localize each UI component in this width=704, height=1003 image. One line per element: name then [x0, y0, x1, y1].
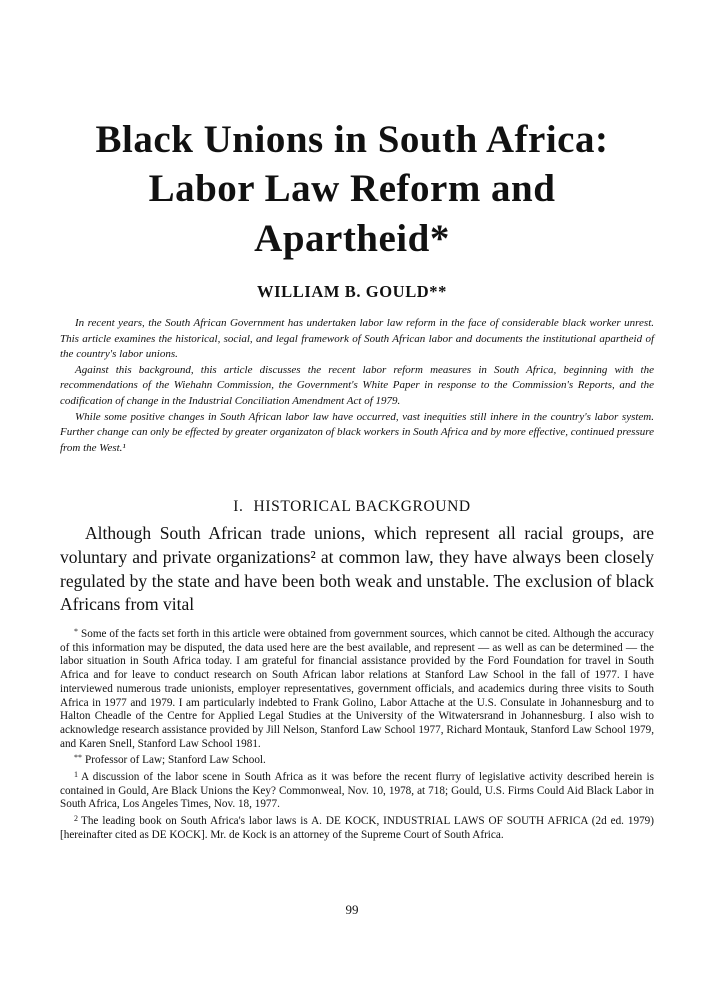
footnote-text: The leading book on South Africa's labor laws is A. DE KOCK, INDUSTRIAL LAWS OF SOUTH AFRICA (2d ed. 1979) [hereinafter cited as DE KOCK]. Mr. de Kock is an attorney of the Supreme Court of South Africa. [60, 815, 654, 841]
footnote [60, 768, 654, 812]
article-title-line-1: Black Unions in South Africa: [95, 118, 609, 161]
abstract [60, 316, 654, 456]
footnote-text: Professor of Law; Stanford Law School. [85, 754, 266, 767]
section-number: I. [233, 498, 244, 515]
abstract-paragraph: In recent years, the South African Government has undertaken labor law reform in the face of considerable black worker unrest. This article examines the historical, social, and legal framework of South African labor and documents the institutional apartheid of the country's labor unions. [60, 317, 654, 361]
footnote-mark: ** [74, 753, 82, 763]
body-paragraph: Although South African trade unions, which represent all racial groups, are voluntary and private organizations² at common law, they have always been closely regulated by the state and have been both weak and unstable. The exclusion of black Africans from vital [60, 523, 654, 615]
author-name: WILLIAM B. GOULD** [256, 282, 448, 301]
article-title-line-3: Apartheid* [254, 217, 450, 260]
footnote [60, 625, 654, 751]
footnote-text: Some of the facts set forth in this article were obtained from government sources, which cannot be cited. Although the accuracy of this information may be disputed, the data used here are the best available, and represent — as well as can be determined — the labor situation in South Africa today. I am grateful for financial assistance provided by the Ford Foundation for travel in South Africa and for leave to conduct research on South African labor relations at Stanford Law School in the fall of 1977. I have interviewed numerous trade unionists, employer representatives, government officials, and academics during three visits to South Africa in 1977 and 1979. I am particularly indebted to Frank Golino, Labor Attache at the U.S. Consulate in Johannesburg and to Halton Cheadle of the Centre for Applied Legal Studies at the University of the Witwatersrand in Johannesburg. I also wish to acknowledge research assistance provided by Jill Nelson, Stanford Law School 1977, Richard Montauk, Stanford Law School 1979, and Karen Snell, Stanford Law School 1981. [60, 628, 654, 750]
section-heading [60, 498, 644, 516]
abstract-paragraph: While some positive changes in South African labor law have occurred, vast inequities still inhere in the country's labor system. Further change can only be effected by greater organizaton of black workers in South Africa and by more effective, continued pressure from the West.¹ [60, 410, 654, 454]
footnote-mark: 2 [74, 814, 78, 824]
footnote-text: A discussion of the labor scene in South Africa as it was before the recent flurry of legislative activity described herein is contained in Gould, Are Black Unions the Key? Commonweal, Nov. 10, 1978, at 718; Gould, U.S. Firms Could Aid Black Labor in South Africa, Los Angeles Times, Nov. 18, 1977. [60, 771, 654, 811]
footnote [60, 751, 654, 768]
page-number: 99 [345, 902, 359, 917]
section-title: HISTORICAL BACKGROUND [253, 498, 471, 515]
footnote-mark: 1 [74, 770, 78, 780]
abstract-paragraph: Against this background, this article discusses the recent labor reform measures in South Africa, beginning with the recommendations of the Wiehahn Commission, the Government's White Paper in response to the Commission's Reports, and the codification of change in the Industrial Conciliation Amendment Act of 1979. [60, 363, 654, 407]
footnote-mark: * [74, 627, 78, 636]
footnote [60, 812, 654, 842]
footnotes [60, 625, 654, 843]
article-title-line-2: Labor Law Reform and [148, 167, 556, 210]
